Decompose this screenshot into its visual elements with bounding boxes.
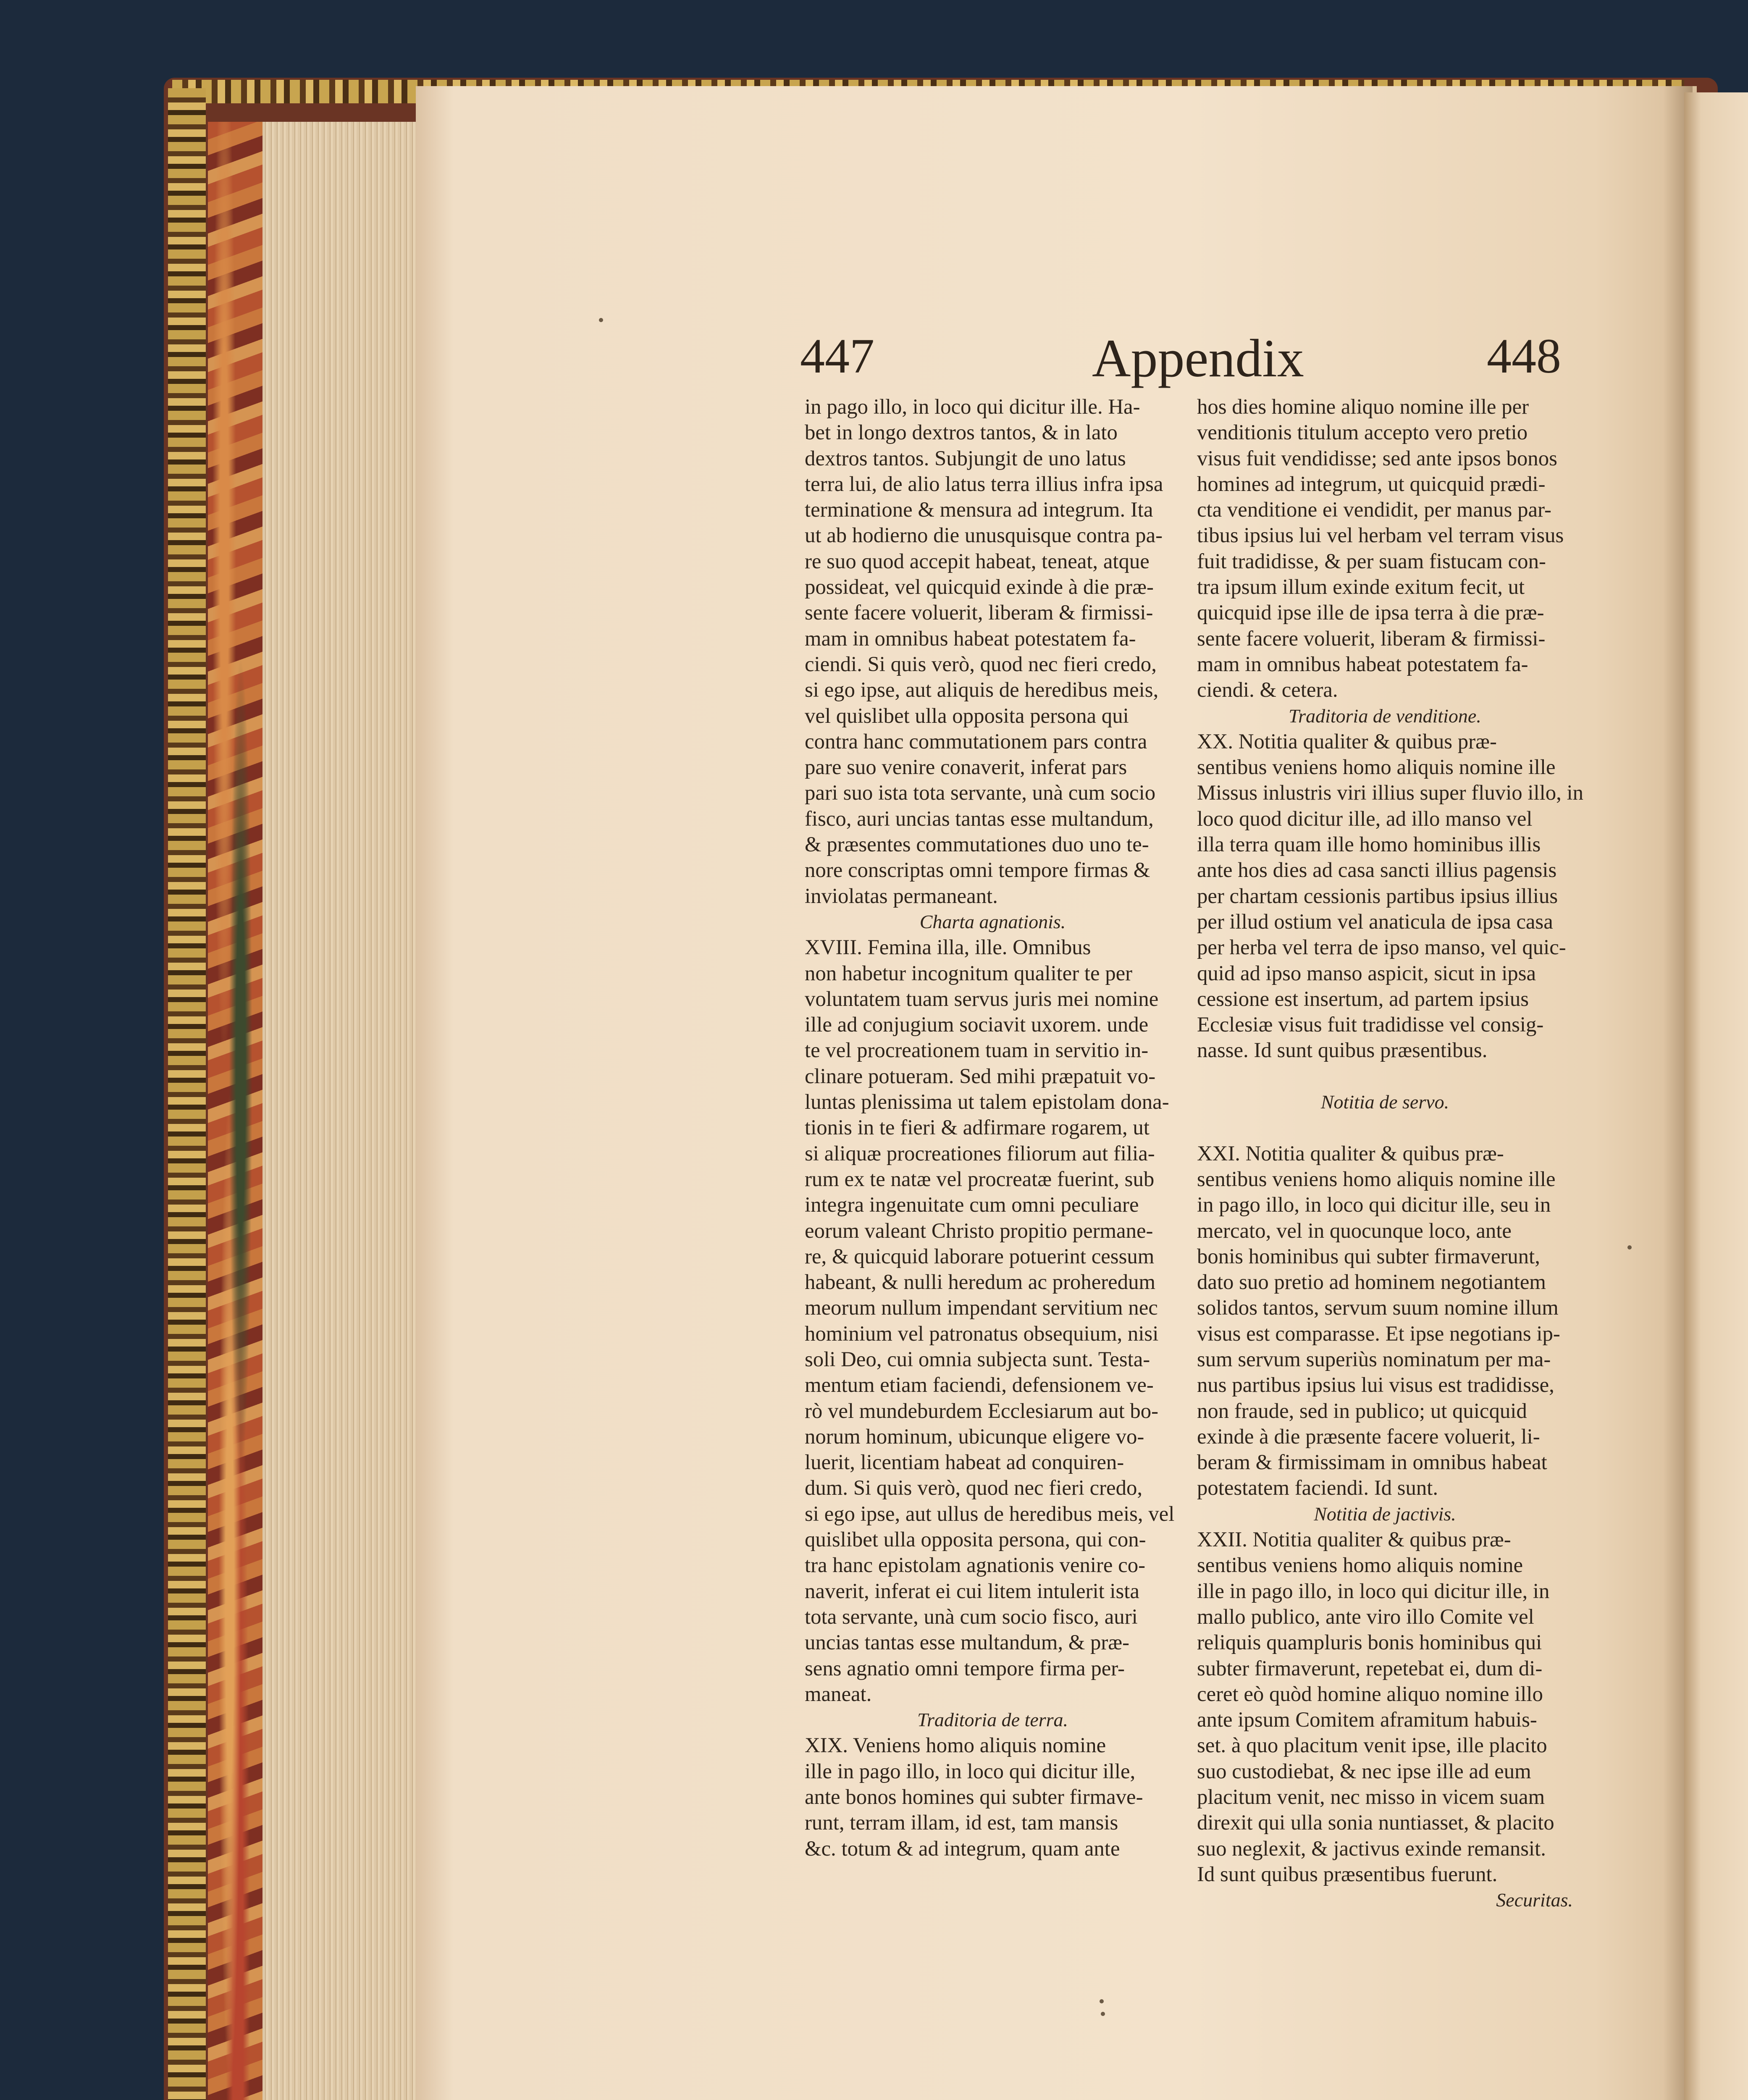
text-line: voluntatem tuam servus juris mei nomine	[805, 987, 1159, 1011]
text-line: mam in omnibus habeat potestatem fa-	[1197, 652, 1528, 676]
text-line: quicquid ipse ille de ipsa terra à die præ-	[1197, 601, 1544, 625]
section-heading: Notitia de servo.	[1320, 1091, 1449, 1113]
text-line: si ego ipse, aut aliquis de heredibus meis,	[805, 678, 1159, 702]
text-line: homines ad integrum, ut quicquid prædi-	[1197, 472, 1546, 496]
text-line: mallo publico, ante viro illo Comite vel	[1197, 1604, 1534, 1628]
text-line: luntas plenissima ut talem epistolam dona-	[805, 1090, 1169, 1114]
text-line: bet in longo dextros tantos, & in lato	[805, 420, 1118, 444]
text-line: eorum valeant Christo propitio permane-	[805, 1218, 1153, 1242]
text-line: te vel procreationem tuam in servitio in-	[805, 1038, 1149, 1062]
text-line: per illud ostium vel anaticula de ipsa casa	[1197, 909, 1553, 933]
text-line: fisco, auri uncias tantas esse multandum,	[805, 806, 1154, 830]
text-line: Ecclesiæ visus fuit tradidisse vel consig-	[1197, 1013, 1544, 1037]
text-line: XVIII. Femina illa, ille. Omnibus	[805, 935, 1091, 959]
section-heading: Notitia de jactivis.	[1314, 1503, 1456, 1525]
text-line: sentibus veniens homo aliquis nomine ille	[1197, 1167, 1556, 1191]
text-line: venditionis titulum accepto vero pretio	[1197, 420, 1528, 444]
text-line: nasse. Id sunt quibus præsentibus.	[1197, 1038, 1488, 1062]
text-line: XX. Notitia qualiter & quibus præ-	[1197, 729, 1497, 753]
text-line: mercato, vel in quocunque loco, ante	[1197, 1218, 1512, 1242]
page-speck	[599, 318, 603, 322]
text-line: nus partibus ipsius lui visus est tradidisse,	[1197, 1373, 1554, 1397]
text-line: loco quod dicitur ille, ad illo manso vel	[1197, 806, 1533, 830]
text-line: sente facere voluerit, liberam & firmissi-	[805, 601, 1153, 625]
text-line: XXI. Notitia qualiter & quibus præ-	[1197, 1141, 1504, 1165]
text-line: rò vel mundeburdem Ecclesiarum aut bo-	[805, 1399, 1159, 1423]
text-line: tibus ipsius lui vel herbam vel terram visus	[1197, 523, 1564, 547]
text-line: suo neglexit, & jactivus exinde remansit.	[1197, 1836, 1546, 1860]
section-heading: Securitas.	[1496, 1889, 1573, 1911]
text-line: per chartam cessionis partibus ipsius illius	[1197, 884, 1558, 908]
text-line: rum ex te natæ vel procreatæ fuerint, sub	[805, 1167, 1155, 1191]
text-line: cessione est insertum, ad partem ipsius	[1197, 987, 1529, 1011]
text-line: mam in omnibus habeat potestatem fa-	[805, 626, 1136, 650]
text-line: solidos tantos, servum suum nomine illum	[1197, 1296, 1559, 1320]
text-line: maneat.	[805, 1682, 872, 1706]
text-line: norum hominum, ubicunque eligere vo-	[805, 1424, 1144, 1448]
text-line: integra ingenuitate cum omni peculiare	[805, 1193, 1139, 1217]
text-line: visus est comparasse. Et ipse negotians ip-	[1197, 1321, 1560, 1345]
text-line: luerit, licentiam habeat ad conquiren-	[805, 1450, 1124, 1474]
text-line: dum. Si quis verò, quod nec fieri credo,	[805, 1476, 1143, 1500]
text-line: pari suo ista tota servante, unà cum socio	[805, 781, 1156, 805]
text-line: inviolatas permaneant.	[805, 884, 998, 908]
text-line: ante bonos homines qui subter firmave-	[805, 1785, 1143, 1809]
text-line: beram & firmissimam in omnibus habeat	[1197, 1450, 1547, 1474]
page-speck	[1627, 1245, 1632, 1250]
text-line: potestatem faciendi. Id sunt.	[1197, 1476, 1438, 1500]
text-line: contra hanc commutationem pars contra	[805, 729, 1147, 753]
text-line: per herba vel terra de ipso manso, vel quic-	[1197, 935, 1566, 959]
text-line: runt, terram illam, id est, tam mansis	[805, 1811, 1118, 1835]
text-line: subter firmaverunt, repetebat ei, dum di-	[1197, 1656, 1543, 1680]
text-line	[1197, 1063, 1573, 1089]
text-line: sente facere voluerit, liberam & firmissi-	[1197, 626, 1546, 650]
text-line: hos dies homine aliquo nomine ille per	[1197, 395, 1529, 418]
text-line: dextros tantos. Subjungit de uno latus	[805, 446, 1126, 470]
text-line: mentum etiam faciendi, defensionem ve-	[805, 1373, 1154, 1397]
text-line: exinde à die præsente facere voluerit, li-	[1197, 1424, 1540, 1448]
text-line: tra hanc epistolam agnationis venire co-	[805, 1553, 1146, 1577]
text-line: reliquis quampluris bonis hominibus qui	[1197, 1630, 1542, 1654]
text-line: vel quislibet ulla opposita persona qui	[805, 704, 1129, 727]
text-line: ille ad conjugium sociavit uxorem. unde	[805, 1013, 1149, 1037]
text-line: placitum venit, nec misso in vicem suam	[1197, 1785, 1545, 1809]
text-line: tra ipsum illum exinde exitum fecit, ut	[1197, 575, 1525, 599]
text-line: si ego ipse, aut ullus de heredibus meis, vel	[805, 1502, 1175, 1525]
section-heading: Traditoria de terra.	[917, 1709, 1068, 1731]
text-line: uncias tantas esse multandum, & præ-	[805, 1630, 1130, 1654]
text-line: tionis in te fieri & adfirmare rogarem, ut	[805, 1116, 1150, 1139]
text-line: quislibet ulla opposita persona, qui con-	[805, 1528, 1146, 1551]
text-line: hominium vel patronatus obsequium, nisi	[805, 1321, 1159, 1345]
text-line: sentibus veniens homo aliquis nomine ille	[1197, 755, 1556, 779]
running-title: Appendix	[1092, 328, 1304, 388]
text-line: soli Deo, cui omnia subjecta sunt. Testa-	[805, 1347, 1150, 1371]
text-line: meorum nullum impendant servitium nec	[805, 1296, 1158, 1320]
text-line: habeant, & nulli heredum ac proheredum	[805, 1270, 1156, 1294]
text-line: sum servum superiùs nominatum per ma-	[1197, 1347, 1551, 1371]
text-line: ille in pago illo, in loco qui dicitur ille, in	[1197, 1579, 1550, 1603]
page-speck	[1101, 2012, 1105, 2016]
text-line: sentibus veniens homo aliquis nomine	[1197, 1553, 1523, 1577]
text-line: set. à quo placitum venit ipse, ille placito	[1197, 1733, 1547, 1757]
text-line: terra lui, de alio latus terra illius infra ipsa	[805, 472, 1163, 496]
text-line: clinare potueram. Sed mihi præpatuit vo-	[805, 1064, 1156, 1088]
text-line: nore conscriptas omni tempore firmas &	[805, 858, 1150, 882]
right-text-column	[1197, 394, 1584, 1913]
page-speck	[1100, 1999, 1104, 2003]
text-line: fuit tradidisse, & per suam fistucam con-	[1197, 549, 1546, 573]
text-line: pare suo venire conaverit, inferat pars	[805, 755, 1127, 779]
section-heading: Traditoria de venditione.	[1289, 705, 1481, 727]
text-line: bonis hominibus qui subter firmaverunt,	[1197, 1244, 1540, 1268]
text-line: suo custodiebat, & nec ipse ille ad eum	[1197, 1759, 1531, 1783]
left-page-number: 447	[800, 328, 874, 383]
text-line: dato suo pretio ad hominem negotiantem	[1197, 1270, 1546, 1294]
text-line: & præsentes commutationes duo uno te-	[805, 832, 1149, 856]
text-line: non habetur incognitum qualiter te per	[805, 961, 1133, 985]
text-line: si aliquæ procreationes filiorum aut filia-	[805, 1141, 1155, 1165]
text-line: ille in pago illo, in loco qui dicitur ille,	[805, 1759, 1136, 1783]
text-line: sens agnatio omni tempore firma per-	[805, 1656, 1125, 1680]
text-line: ciendi. Si quis verò, quod nec fieri credo,	[805, 652, 1157, 676]
text-line: non fraude, sed in publico; ut quicquid	[1197, 1399, 1527, 1423]
gilt-side-border	[168, 88, 206, 2100]
text-line: &c. totum & ad integrum, quam ante	[805, 1836, 1120, 1860]
text-line: re, & quicquid laborare potuerint cessum	[805, 1244, 1155, 1268]
text-line: illa terra quam ille homo hominibus illis	[1197, 832, 1541, 856]
text-line: Missus inlustris viri illius super fluvio illo, in	[1197, 781, 1584, 805]
page-edges	[262, 122, 418, 2100]
text-line: ceret eò quòd homine aliquo nomine illo	[1197, 1682, 1543, 1706]
text-line: naverit, inferat ei cui litem intulerit ista	[805, 1579, 1139, 1603]
text-line: possideat, vel quicquid exinde à die præ-	[805, 575, 1154, 599]
text-line: ante hos dies ad casa sancti illius pagensis	[1197, 858, 1557, 882]
text-line: cta venditione ei vendidit, per manus par-	[1197, 498, 1551, 522]
text-line: quid ad ipso manso aspicit, sicut in ipsa	[1197, 961, 1536, 985]
text-line: tota servante, unà cum socio fisco, auri	[805, 1604, 1138, 1628]
left-text-column	[805, 394, 1181, 1861]
text-line: in pago illo, in loco qui dicitur ille, seu in	[1197, 1193, 1551, 1217]
text-line: XXII. Notitia qualiter & quibus præ-	[1197, 1528, 1511, 1551]
text-line: XIX. Veniens homo aliquis nomine	[805, 1733, 1106, 1757]
text-line: in pago illo, in loco qui dicitur ille. Ha-	[805, 395, 1140, 418]
facing-page-edge	[1684, 92, 1748, 2100]
text-line: ciendi. & cetera.	[1197, 678, 1338, 702]
text-line: visus fuit vendidisse; sed ante ipsos bonos	[1197, 446, 1557, 470]
text-line: terminatione & mensura ad integrum. Ita	[805, 498, 1153, 522]
text-line	[1197, 1115, 1573, 1140]
text-line: re suo quod accepit habeat, teneat, atque	[805, 549, 1150, 573]
text-line: ut ab hodierno die unusquisque contra pa-	[805, 523, 1163, 547]
marbled-endpaper	[208, 122, 262, 2100]
section-heading: Charta agnationis.	[919, 911, 1066, 932]
right-page-number: 448	[1487, 328, 1561, 383]
text-line: ante ipsum Comitem aframitum habuis-	[1197, 1708, 1537, 1732]
text-line: Id sunt quibus præsentibus fuerunt.	[1197, 1862, 1498, 1886]
text-line: direxit qui ulla sonia nuntiasset, & placito	[1197, 1811, 1554, 1835]
